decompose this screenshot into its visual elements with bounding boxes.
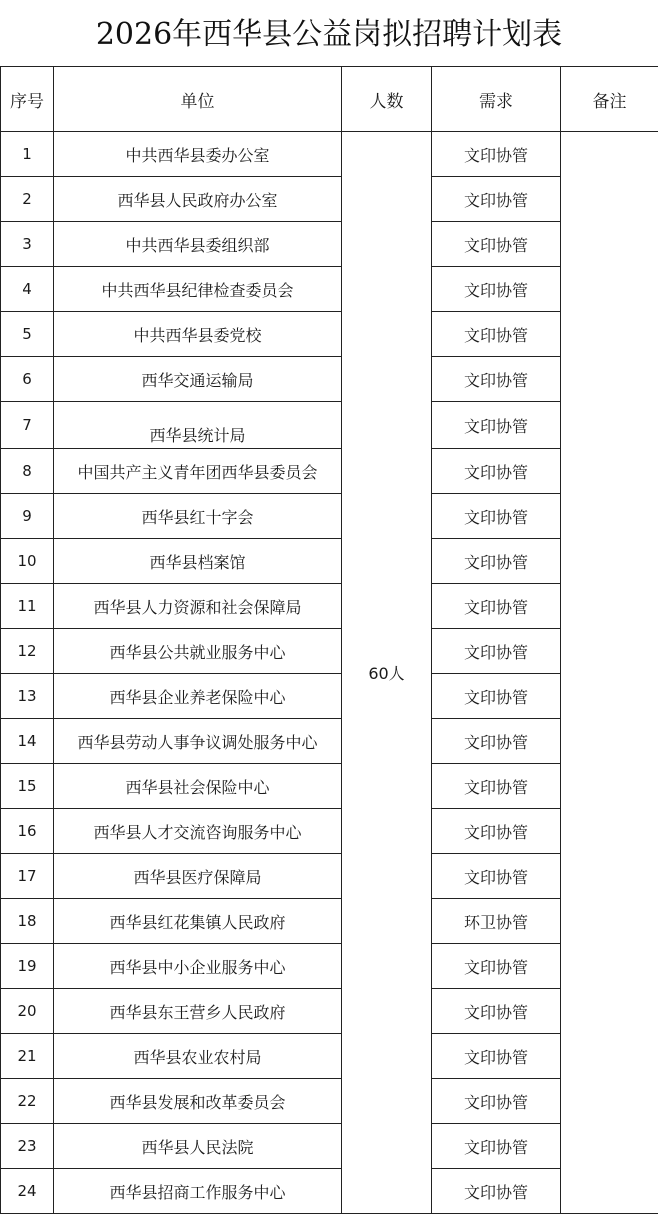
row-need: 环卫协管 [432, 899, 561, 944]
row-unit: 西华县人民法院 [54, 1124, 342, 1169]
table-row [1, 539, 658, 584]
row-unit: 西华县公共就业服务中心 [54, 629, 342, 674]
table-row [1, 989, 658, 1034]
table-row [1, 402, 658, 449]
row-need: 文印协管 [432, 719, 561, 764]
row-need: 文印协管 [432, 1034, 561, 1079]
table-row [1, 357, 658, 402]
table-row [1, 449, 658, 494]
row-need: 文印协管 [432, 177, 561, 222]
table-row [1, 899, 658, 944]
row-seq: 15 [1, 764, 54, 809]
row-need: 文印协管 [432, 312, 561, 357]
row-need: 文印协管 [432, 1124, 561, 1169]
total-count: 60人 [342, 132, 432, 1214]
row-seq: 6 [1, 357, 54, 402]
row-seq: 10 [1, 539, 54, 584]
table-row [1, 1079, 658, 1124]
row-unit: 中共西华县纪律检查委员会 [54, 267, 342, 312]
row-seq: 14 [1, 719, 54, 764]
row-seq: 2 [1, 177, 54, 222]
row-seq: 19 [1, 944, 54, 989]
row-need: 文印协管 [432, 1079, 561, 1124]
row-seq: 8 [1, 449, 54, 494]
header-count: 人数 [342, 67, 432, 132]
row-need: 文印协管 [432, 494, 561, 539]
row-unit: 中共西华县委组织部 [54, 222, 342, 267]
row-seq: 16 [1, 809, 54, 854]
row-seq: 1 [1, 132, 54, 177]
row-seq: 3 [1, 222, 54, 267]
row-need: 文印协管 [432, 584, 561, 629]
table-row [1, 719, 658, 764]
notes-cell [561, 132, 658, 1214]
row-seq: 13 [1, 674, 54, 719]
header-note: 备注 [561, 67, 658, 132]
header-seq: 序号 [1, 67, 54, 132]
header-unit: 单位 [54, 67, 342, 132]
row-unit: 西华县人才交流咨询服务中心 [54, 809, 342, 854]
table-row [1, 944, 658, 989]
row-unit: 西华县发展和改革委员会 [54, 1079, 342, 1124]
row-seq: 9 [1, 494, 54, 539]
row-unit: 西华县红十字会 [54, 494, 342, 539]
row-need: 文印协管 [432, 132, 561, 177]
row-need: 文印协管 [432, 357, 561, 402]
row-unit: 中共西华县委办公室 [54, 132, 342, 177]
row-need: 文印协管 [432, 809, 561, 854]
row-seq: 7 [1, 402, 54, 449]
recruitment-table [0, 66, 658, 1214]
row-seq: 11 [1, 584, 54, 629]
row-unit: 西华县社会保险中心 [54, 764, 342, 809]
row-unit: 西华县中小企业服务中心 [54, 944, 342, 989]
header-need: 需求 [432, 67, 561, 132]
page-title: 2026年西华县公益岗拟招聘计划表 [0, 0, 658, 66]
row-need: 文印协管 [432, 674, 561, 719]
table-row [1, 222, 658, 267]
row-unit: 西华县人力资源和社会保障局 [54, 584, 342, 629]
table-row [1, 267, 658, 312]
table-row [1, 809, 658, 854]
row-unit: 西华县医疗保障局 [54, 854, 342, 899]
row-need: 文印协管 [432, 449, 561, 494]
row-need: 文印协管 [432, 989, 561, 1034]
table-row [1, 629, 658, 674]
row-seq: 23 [1, 1124, 54, 1169]
row-seq: 24 [1, 1169, 54, 1214]
row-unit: 中共西华县委党校 [54, 312, 342, 357]
table-row [1, 1124, 658, 1169]
row-seq: 5 [1, 312, 54, 357]
row-unit: 西华县档案馆 [54, 539, 342, 584]
row-need: 文印协管 [432, 222, 561, 267]
table-row [1, 764, 658, 809]
table-row [1, 132, 658, 177]
row-unit: 中国共产主义青年团西华县委员会 [54, 449, 342, 494]
table-row [1, 312, 658, 357]
row-need: 文印协管 [432, 267, 561, 312]
row-unit: 西华县农业农村局 [54, 1034, 342, 1079]
row-need: 文印协管 [432, 854, 561, 899]
table-row [1, 584, 658, 629]
row-seq: 20 [1, 989, 54, 1034]
table-row [1, 1034, 658, 1079]
row-need: 文印协管 [432, 944, 561, 989]
table-body [1, 132, 658, 1214]
row-need: 文印协管 [432, 539, 561, 584]
row-unit: 西华县红花集镇人民政府 [54, 899, 342, 944]
row-unit: 西华县劳动人事争议调处服务中心 [54, 719, 342, 764]
row-seq: 22 [1, 1079, 54, 1124]
row-need: 文印协管 [432, 1169, 561, 1214]
row-unit: 西华县招商工作服务中心 [54, 1169, 342, 1214]
table-row [1, 177, 658, 222]
table-row [1, 1169, 658, 1214]
row-need: 文印协管 [432, 402, 561, 449]
row-unit: 西华县人民政府办公室 [54, 177, 342, 222]
row-unit: 西华县统计局 [54, 402, 342, 449]
row-need: 文印协管 [432, 764, 561, 809]
row-seq: 21 [1, 1034, 54, 1079]
table-row [1, 494, 658, 539]
row-unit: 西华县东王营乡人民政府 [54, 989, 342, 1034]
row-need: 文印协管 [432, 629, 561, 674]
row-unit: 西华县企业养老保险中心 [54, 674, 342, 719]
row-unit: 西华交通运输局 [54, 357, 342, 402]
table-row [1, 674, 658, 719]
table-row [1, 854, 658, 899]
row-seq: 17 [1, 854, 54, 899]
row-seq: 4 [1, 267, 54, 312]
row-seq: 12 [1, 629, 54, 674]
header-row [1, 67, 658, 132]
row-seq: 18 [1, 899, 54, 944]
